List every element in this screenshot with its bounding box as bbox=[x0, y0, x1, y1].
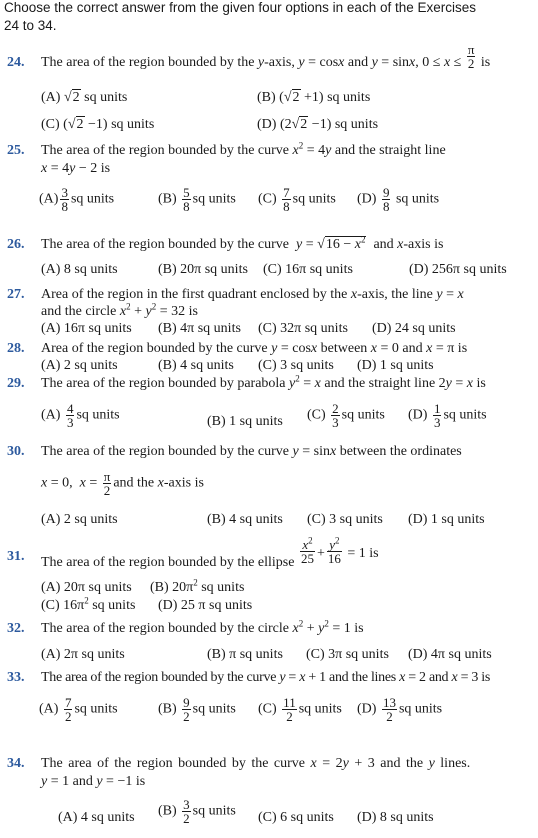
option-26-c[interactable]: (C) 16π sq units bbox=[263, 262, 353, 277]
option-32-c[interactable]: (C) 3π sq units bbox=[306, 647, 389, 662]
option-31-a[interactable]: (A) 20π sq units bbox=[41, 580, 132, 595]
option-27-b[interactable]: (B) 4π sq units bbox=[158, 321, 241, 336]
question-27-text: Area of the region in the first quadrant enclosed by the x-axis, the line y = x bbox=[41, 287, 464, 302]
option-32-a[interactable]: (A) 2π sq units bbox=[41, 647, 125, 662]
question-34-text: The area of the region bounded by the curve x = 2y + 3 and the y lines. bbox=[41, 756, 471, 771]
option-29-b[interactable]: (B) 1 sq units bbox=[207, 414, 283, 429]
option-30-c[interactable]: (C) 3 sq units bbox=[307, 512, 383, 527]
option-29-c[interactable]: (C) $\frac{2}{3}$ sq units bbox=[307, 401, 385, 430]
question-28-text: Area of the region bounded by the curve y = cosx between x = 0 and x = π is bbox=[41, 341, 468, 356]
option-33-b[interactable]: (B) $\frac{9}{2}$ sq units bbox=[158, 695, 236, 724]
option-26-d[interactable]: (D) 256π sq units bbox=[409, 262, 507, 277]
question-30-text: The area of the region bounded by the curve y = sinx between the ordinates bbox=[41, 444, 462, 459]
option-28-c[interactable]: (C) 3 sq units bbox=[258, 358, 334, 373]
instructions-line-2: 24 to 34. bbox=[4, 18, 57, 33]
option-30-b[interactable]: (B) 4 sq units bbox=[207, 512, 283, 527]
option-34-c[interactable]: (C) 6 sq units bbox=[258, 810, 334, 825]
option-29-d[interactable]: (D) $\frac{1}{3}$ sq units bbox=[408, 401, 487, 430]
option-34-a[interactable]: (A) 4 sq units bbox=[58, 810, 135, 825]
option-34-b[interactable]: (B) $\frac{3}{2}$ sq units bbox=[158, 797, 236, 826]
question-24-text: The area of the region bounded by the y-axis, y = cosx and y = sinx, 0 ≤ x ≤ $\frac{\pi}{2}$ is bbox=[41, 42, 491, 72]
option-31-b[interactable]: (B) $20\pi^2$ sq units bbox=[150, 577, 245, 595]
question-30-text-2: x = 0, x = $\frac{\pi}{2}$ and the x-axis is bbox=[41, 469, 204, 498]
question-26-text: The area of the region bounded by the curve $y = √16 - x^2$ and x-axis is bbox=[41, 234, 444, 252]
question-25-text-2: x = 4y − 2 is bbox=[41, 161, 111, 176]
question-33-text: The area of the region bounded by the curve y = x + 1 and the lines x = 2 and x = 3 is bbox=[41, 670, 491, 685]
question-27-text-2: and the circle $x^2 + y^2 = 32$ is bbox=[41, 301, 198, 319]
question-29-text: The area of the region bounded by parabola $y^2 = x$ and the straight line 2y = x is bbox=[41, 373, 486, 391]
option-28-b[interactable]: (B) 4 sq units bbox=[158, 358, 234, 373]
option-33-c[interactable]: (C) $\frac{11}{2}$ sq units bbox=[258, 695, 342, 724]
question-number-32: 32. bbox=[7, 621, 25, 636]
option-33-d[interactable]: (D) $\frac{13}{2}$ sq units bbox=[357, 695, 443, 724]
option-32-b[interactable]: (B) π sq units bbox=[207, 647, 283, 662]
question-number-30: 30. bbox=[7, 444, 25, 459]
question-number-26: 26. bbox=[7, 237, 25, 252]
option-24-a[interactable]: (A) √2 sq units bbox=[41, 90, 128, 105]
option-24-c[interactable]: (C) (√2 −1) sq units bbox=[41, 117, 155, 132]
option-25-d[interactable]: (D) $\frac{9}{8}$ sq units bbox=[357, 185, 440, 214]
option-33-a[interactable]: (A) $\frac{7}{2}$ sq units bbox=[39, 695, 118, 724]
option-24-d[interactable]: (D) (2√2 −1) sq units bbox=[257, 117, 379, 132]
option-31-d[interactable]: (D) 25 π sq units bbox=[158, 598, 253, 613]
question-34-text-2: y = 1 and y = −1 is bbox=[41, 774, 146, 789]
option-26-a[interactable]: (A) 8 sq units bbox=[41, 262, 118, 277]
option-30-d[interactable]: (D) 1 sq units bbox=[408, 512, 485, 527]
question-number-25: 25. bbox=[7, 143, 25, 158]
option-34-d[interactable]: (D) 8 sq units bbox=[357, 810, 434, 825]
option-28-a[interactable]: (A) 2 sq units bbox=[41, 358, 118, 373]
question-number-31: 31. bbox=[7, 549, 25, 564]
option-24-b[interactable]: (B) (√2 +1) sq units bbox=[257, 90, 371, 105]
question-number-27: 27. bbox=[7, 287, 25, 302]
option-25-c[interactable]: (C) $\frac{7}{8}$ sq units bbox=[258, 185, 336, 214]
option-29-a[interactable]: (A) $\frac{4}{3}$ sq units bbox=[41, 401, 120, 430]
question-number-24: 24. bbox=[7, 55, 25, 70]
option-27-d[interactable]: (D) 24 sq units bbox=[372, 321, 456, 336]
question-number-29: 29. bbox=[7, 376, 25, 391]
option-30-a[interactable]: (A) 2 sq units bbox=[41, 512, 118, 527]
question-number-28: 28. bbox=[7, 341, 25, 356]
option-28-d[interactable]: (D) 1 sq units bbox=[357, 358, 434, 373]
option-32-d[interactable]: (D) 4π sq units bbox=[408, 647, 492, 662]
option-31-c[interactable]: (C) $16\pi^2$ sq units bbox=[41, 595, 136, 613]
instructions-line-1: Choose the correct answer from the given four options in each of the Exercises bbox=[4, 0, 476, 15]
question-25-text: The area of the region bounded by the curve $x^2 = 4y$ and the straight line bbox=[41, 140, 446, 158]
option-25-a[interactable]: (A) $\frac{3}{8}$ sq units bbox=[39, 185, 115, 214]
option-27-c[interactable]: (C) 32π sq units bbox=[258, 321, 348, 336]
question-number-33: 33. bbox=[7, 670, 25, 685]
option-27-a[interactable]: (A) 16π sq units bbox=[41, 321, 132, 336]
question-number-34: 34. bbox=[7, 756, 25, 771]
option-25-b[interactable]: (B) $\frac{5}{8}$ sq units bbox=[158, 185, 236, 214]
question-31-text: The area of the region bounded by the ellipse $\frac{x^2}{25}$ + $\frac{y^2}{16}$ = 1 is bbox=[41, 535, 379, 570]
question-32-text: The area of the region bounded by the circle $x^2 + y^2 = 1$ is bbox=[41, 618, 364, 636]
option-26-b[interactable]: (B) 20π sq units bbox=[158, 262, 248, 277]
